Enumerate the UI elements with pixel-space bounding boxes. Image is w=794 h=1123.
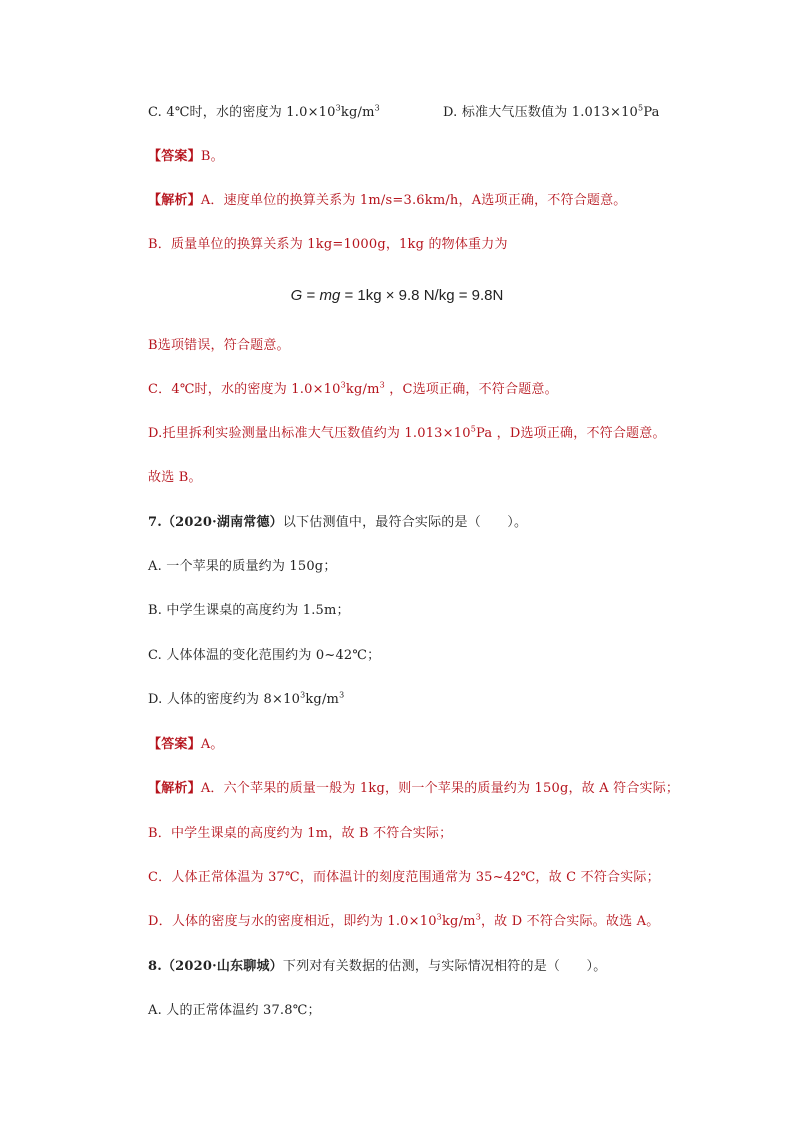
question-8-option-a: [148, 1002, 321, 1020]
option-d-text: D. 标准大气压数值为 1.013×10: [443, 105, 639, 120]
superscript: 3: [374, 103, 380, 113]
analysis-line-d: [148, 381, 558, 399]
analysis-text: ，故 D 不符合实际。故选 A。: [480, 914, 660, 929]
analysis-text: A．速度单位的换算关系为 1m/s=3.6km/h，A选项正确，不符合题意。: [200, 193, 627, 208]
formula-symbol: mg: [319, 287, 341, 304]
option-text: C. 人体体温的变化范围约为 0~42℃；: [148, 648, 381, 663]
question-7-option-b: [148, 602, 350, 620]
option-c-text: C. 4℃时，水的密度为 1.0×10: [148, 105, 336, 120]
analysis-tag: 【解析】: [148, 193, 201, 208]
option-text: A. 一个苹果的质量约为 150g；: [148, 559, 337, 574]
analysis-line-e: [148, 425, 666, 443]
formula-rest: = 1kg × 9.8 N/kg = 9.8N: [340, 287, 504, 304]
superscript: 3: [340, 380, 346, 390]
superscript: 3: [339, 690, 345, 700]
unit-text: kg/m: [340, 105, 375, 120]
analysis-text: B．中学生课桌的高度约为 1m，故 B 不符合实际；: [148, 826, 453, 841]
question-8: [148, 958, 606, 976]
question-number: 7.（2020·湖南常德）: [148, 515, 283, 530]
option-c-line: [148, 104, 380, 122]
analysis-text: D.托里拆利实验测量出标准大气压数值约为 1.013×10: [148, 426, 471, 441]
analysis-text: B选项错误，符合题意。: [148, 338, 290, 353]
answer-tag: 【答案】: [148, 737, 201, 752]
superscript: 5: [638, 103, 644, 113]
analysis-text: C．人体正常体温为 37℃，而体温计的刻度范围通常为 35~42℃，故 C 不符合实际；: [148, 870, 660, 885]
analysis-7-d: [148, 913, 659, 931]
option-d-line: [443, 104, 660, 122]
superscript: 5: [470, 424, 476, 434]
analysis-line-b: [148, 236, 508, 254]
analysis-text: ，C选项正确，不符合题意。: [384, 382, 558, 397]
answer-text: B。: [200, 149, 224, 164]
question-text: 以下估测值中，最符合实际的是（ ）。: [282, 515, 528, 530]
option-text: D. 人体的密度约为 8×10: [148, 692, 301, 707]
question-number: 8.（2020·山东聊城）: [148, 959, 283, 974]
unit-text: kg/m: [441, 914, 476, 929]
question-text: 下列对有关数据的估测，与实际情况相符的是（ ）。: [282, 959, 607, 974]
analysis-line-c: [148, 337, 290, 355]
analysis-text: D．人体的密度与水的密度相近，即约为 1.0×10: [148, 914, 437, 929]
option-text: B. 中学生课桌的高度约为 1.5m；: [148, 603, 350, 618]
question-7: [148, 514, 527, 532]
analysis-text: Pa ，D选项正确，不符合题意。: [475, 426, 666, 441]
analysis-7-b: [148, 825, 452, 843]
question-7-option-d: [148, 691, 344, 709]
unit-text: Pa: [643, 105, 660, 120]
analysis-line-a: [148, 192, 627, 210]
answer-text: A。: [200, 737, 224, 752]
gravity-formula: [0, 287, 794, 304]
question-7-option-c: [148, 647, 380, 665]
analysis-text: C．4℃时，水的密度为 1.0×10: [148, 382, 341, 397]
formula-operator: =: [302, 287, 320, 304]
superscript: 3: [475, 912, 481, 922]
question-7-option-a: [148, 558, 337, 576]
answer-line-7: [148, 736, 224, 754]
answer-tag: 【答案】: [148, 149, 201, 164]
analysis-tag: 【解析】: [148, 781, 201, 796]
analysis-conclusion: [148, 469, 202, 487]
option-text: A. 人的正常体温约 37.8℃；: [148, 1003, 321, 1018]
analysis-text: A．六个苹果的质量一般为 1kg，则一个苹果的质量约为 150g，故 A 符合实际；: [200, 781, 680, 796]
superscript: 3: [335, 103, 341, 113]
superscript: 3: [379, 380, 385, 390]
analysis-text: 故选 B。: [148, 470, 202, 485]
answer-line: [148, 148, 224, 166]
unit-text: kg/m: [305, 692, 340, 707]
analysis-text: B．质量单位的换算关系为 1kg=1000g，1kg 的物体重力为: [148, 237, 508, 252]
formula-symbol: G: [290, 287, 303, 304]
analysis-7-a: [148, 780, 679, 798]
unit-text: kg/m: [345, 382, 380, 397]
superscript: 3: [300, 690, 306, 700]
superscript: 3: [436, 912, 442, 922]
analysis-7-c: [148, 869, 660, 887]
